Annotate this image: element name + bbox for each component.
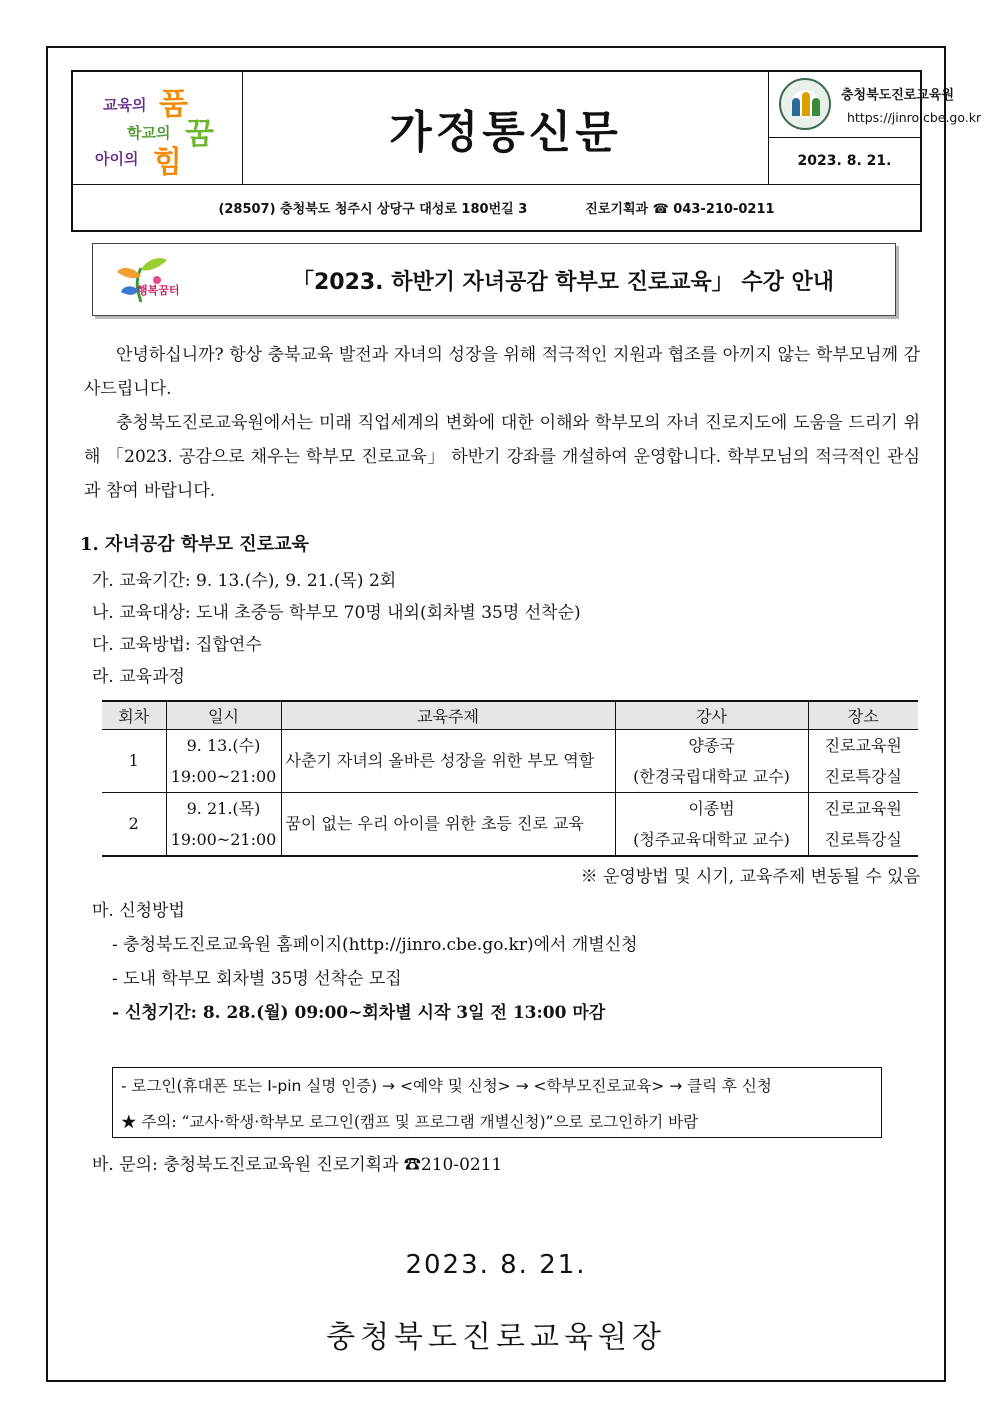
session-topic: 꿈이 없는 우리 아이를 위한 초등 진로 교육 [281, 792, 615, 856]
signer: 충청북도진로교육원장 [326, 1320, 666, 1355]
slogan-logo-art [73, 72, 243, 184]
session-place [808, 792, 918, 856]
col-header: 회차 [102, 701, 166, 729]
login-caution: ★ 주의: “교사·학생·학부모 로그인(캠프 및 프로그램 개별신청)”으로 로그인하기 바람 [121, 1113, 699, 1131]
title-banner [92, 243, 896, 316]
session-number: 1 [102, 729, 166, 792]
col-header: 일시 [166, 701, 281, 729]
banner-title: 「2023. 하반기 자녀공감 학부모 진로교육」 수강 안내 [291, 270, 835, 295]
item-period: 가. 교육기간: 9. 13.(수), 9. 21.(목) 2회 [92, 571, 397, 591]
org-name: 충청북도진로교육원 [841, 88, 955, 103]
header-table [71, 70, 982, 232]
table-header-row [102, 701, 918, 729]
session-date: 9. 21.(목) [186, 798, 261, 818]
lecturer-name: 이종범 [688, 798, 735, 818]
place-line-2: 진로특강실 [824, 829, 902, 849]
change-notice: ※ 운영방법 및 시기, 교육주제 변동될 수 있음 [580, 867, 920, 887]
item-method: 다. 교육방법: 집합연수 [92, 635, 262, 655]
session-datetime [166, 729, 281, 792]
course-table [102, 700, 918, 857]
place-line-1: 진로교육원 [824, 798, 902, 818]
footer-date: 2023. 8. 21. [405, 1250, 587, 1280]
section-heading: 1. 자녀공감 학부모 진로교육 [80, 534, 309, 555]
svg-text:학교의: 학교의 [127, 124, 171, 142]
document-title: 가정통신문 [243, 72, 769, 184]
session-place [808, 729, 918, 792]
session-topic: 사춘기 자녀의 올바른 성장을 위한 부모 역할 [281, 729, 615, 792]
session-time: 19:00~21:00 [170, 829, 277, 849]
address-row [73, 184, 920, 230]
intro-paragraph-1: 안녕하십니까? 항상 충북교육 발전과 자녀의 성장을 위해 적극적인 지원과 협조를 아끼지 않는 학부모님께 감사드립니다. [84, 345, 920, 399]
banner-logo-text: 행복꿈터 [137, 284, 180, 297]
intro-paragraph-2: 충청북도진로교육원에서는 미래 직업세계의 변화에 대한 이해와 학부모의 자녀 진로지도에 도움을 드리기 위해 「2023. 공감으로 채우는 학부모 진로교육」 하반기 강좌를 개설하여 운영합니다. 학부모님의 적극적인 관심과 참여 바랍니다. [84, 413, 920, 501]
login-steps: - 로그인(휴대폰 또는 I-pin 실명 인증) → <예약 및 신청> → <학부모진로교육> → 클릭 후 신청 [121, 1077, 772, 1095]
apply-line-3: - 신청기간: 8. 28.(월) 09:00~회차별 시작 3일 전 13:00 마감 [112, 1003, 606, 1023]
svg-text:꿈: 꿈 [185, 117, 214, 152]
session-lecturer [615, 729, 808, 792]
address: (28507) 충청북도 청주시 상당구 대성로 180번길 3 [218, 202, 528, 217]
svg-text:아이의: 아이의 [95, 150, 139, 168]
lecturer-name: 양종국 [688, 735, 735, 755]
table-row [102, 792, 918, 856]
lecturer-affiliation: (청주교육대학교 교수) [633, 829, 790, 849]
col-header: 교육주제 [281, 701, 615, 729]
apply-heading: 마. 신청방법 [92, 901, 185, 921]
org-block [769, 72, 982, 138]
slogan-logo [73, 72, 243, 184]
col-header: 장소 [808, 701, 918, 729]
session-number: 2 [102, 792, 166, 856]
place-line-1: 진로교육원 [824, 735, 902, 755]
svg-text:힘: 힘 [153, 145, 182, 180]
apply-line-1: - 충청북도진로교육원 홈페이지(http://jinro.cbe.go.kr)에서 개별신청 [112, 935, 638, 955]
col-header: 강사 [615, 701, 808, 729]
session-lecturer [615, 792, 808, 856]
lecturer-affiliation: (한경국립대학교 교수) [633, 766, 790, 786]
item-course: 라. 교육과정 [92, 667, 185, 687]
svg-text:교육의: 교육의 [103, 96, 147, 114]
svg-text:품: 품 [159, 87, 188, 122]
session-datetime [166, 792, 281, 856]
inquiry: 바. 문의: 충청북도진로교육원 진로기획과 ☎210-0211 [92, 1155, 503, 1175]
apply-line-2: - 도내 학부모 회차별 35명 선착순 모집 [112, 969, 402, 989]
org-url[interactable]: https://jinro.cbe.go.kr [847, 110, 982, 125]
session-time: 19:00~21:00 [170, 766, 277, 786]
item-target: 나. 교육대상: 도내 초중등 학부모 70명 내외(회차별 35명 선착순) [92, 603, 581, 623]
contact: 진로기획과 ☎ 043-210-0211 [585, 202, 775, 217]
table-row [102, 729, 918, 792]
place-line-2: 진로특강실 [824, 766, 902, 786]
seal-icon [779, 78, 831, 130]
login-guide-box [112, 1067, 882, 1138]
issue-date: 2023. 8. 21. [797, 153, 892, 169]
session-date: 9. 13.(수) [186, 735, 261, 755]
sprout-icon [111, 250, 181, 310]
